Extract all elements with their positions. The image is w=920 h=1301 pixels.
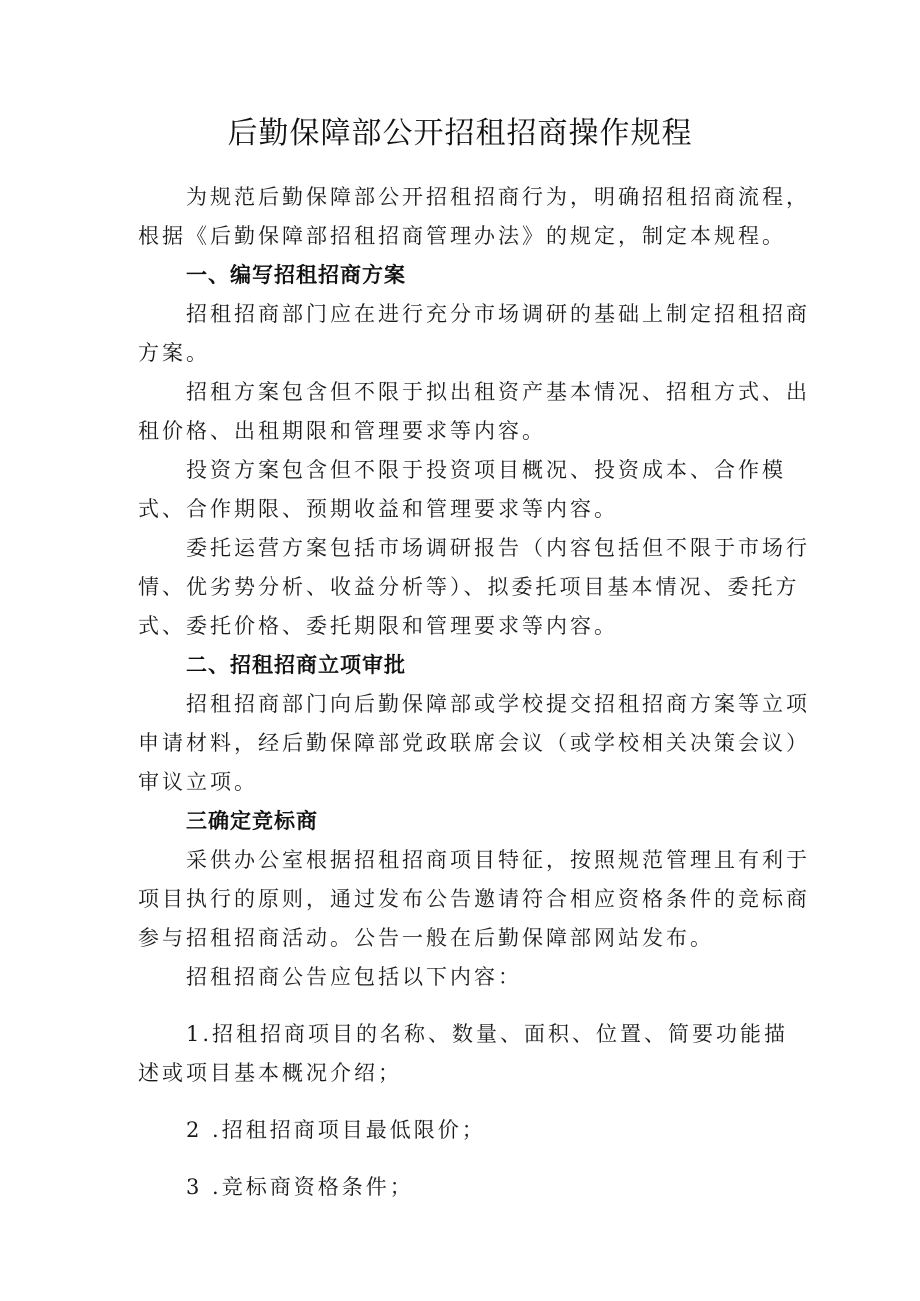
section-2-paragraph: 招租招商部门向后勤保障部或学校提交招租招商方案等立项申请材料，经后勤保障部党政联席会议（或学校相关决策会议）审议立项。	[138, 692, 810, 794]
document-page	[138, 112, 810, 1207]
section-2-heading: 二、招租招商立项审批	[186, 653, 406, 677]
section-1-paragraph: 投资方案包含但不限于投资项目概况、投资成本、合作模式、合作期限、预期收益和管理要求等内容。	[138, 458, 786, 521]
list-item: 3 .竞标商资格条件；	[186, 1175, 414, 1199]
section-1-paragraph: 委托运营方案包括市场调研报告（内容包括但不限于市场行情、优劣势分析、收益分析等）、拟委托项目基本情况、委托方式、委托价格、委托期限和管理要求等内容。	[138, 536, 810, 638]
section-1-heading: 一、编写招租招商方案	[186, 263, 406, 287]
intro-paragraph: 为规范后勤保障部公开招租招商行为，明确招租招商流程，根据《后勤保障部招租招商管理办法》的规定，制定本规程。	[138, 185, 810, 248]
section-1-paragraph: 招租方案包含但不限于拟出租资产基本情况、招租方式、出租价格、出租期限和管理要求等内容。	[138, 380, 810, 443]
section-3-paragraph: 采供办公室根据招租招商项目特征，按照规范管理且有利于项目执行的原则，通过发布公告邀请符合相应资格条件的竞标商参与招租招商活动。公告一般在后勤保障部网站发布。	[138, 848, 810, 950]
section-3-heading: 三确定竞标商	[186, 809, 318, 833]
list-item: 2 .招租招商项目最低限价；	[186, 1118, 486, 1142]
document-title: 后勤保障部公开招租招商操作规程	[227, 116, 693, 151]
section-3-paragraph: 招租招商公告应包括以下内容：	[186, 965, 522, 989]
section-1-paragraph: 招租招商部门应在进行充分市场调研的基础上制定招租招商方案。	[138, 302, 810, 365]
list-item: 1.招租招商项目的名称、数量、面积、位置、简要功能描述或项目基本概况介绍；	[138, 1022, 789, 1085]
